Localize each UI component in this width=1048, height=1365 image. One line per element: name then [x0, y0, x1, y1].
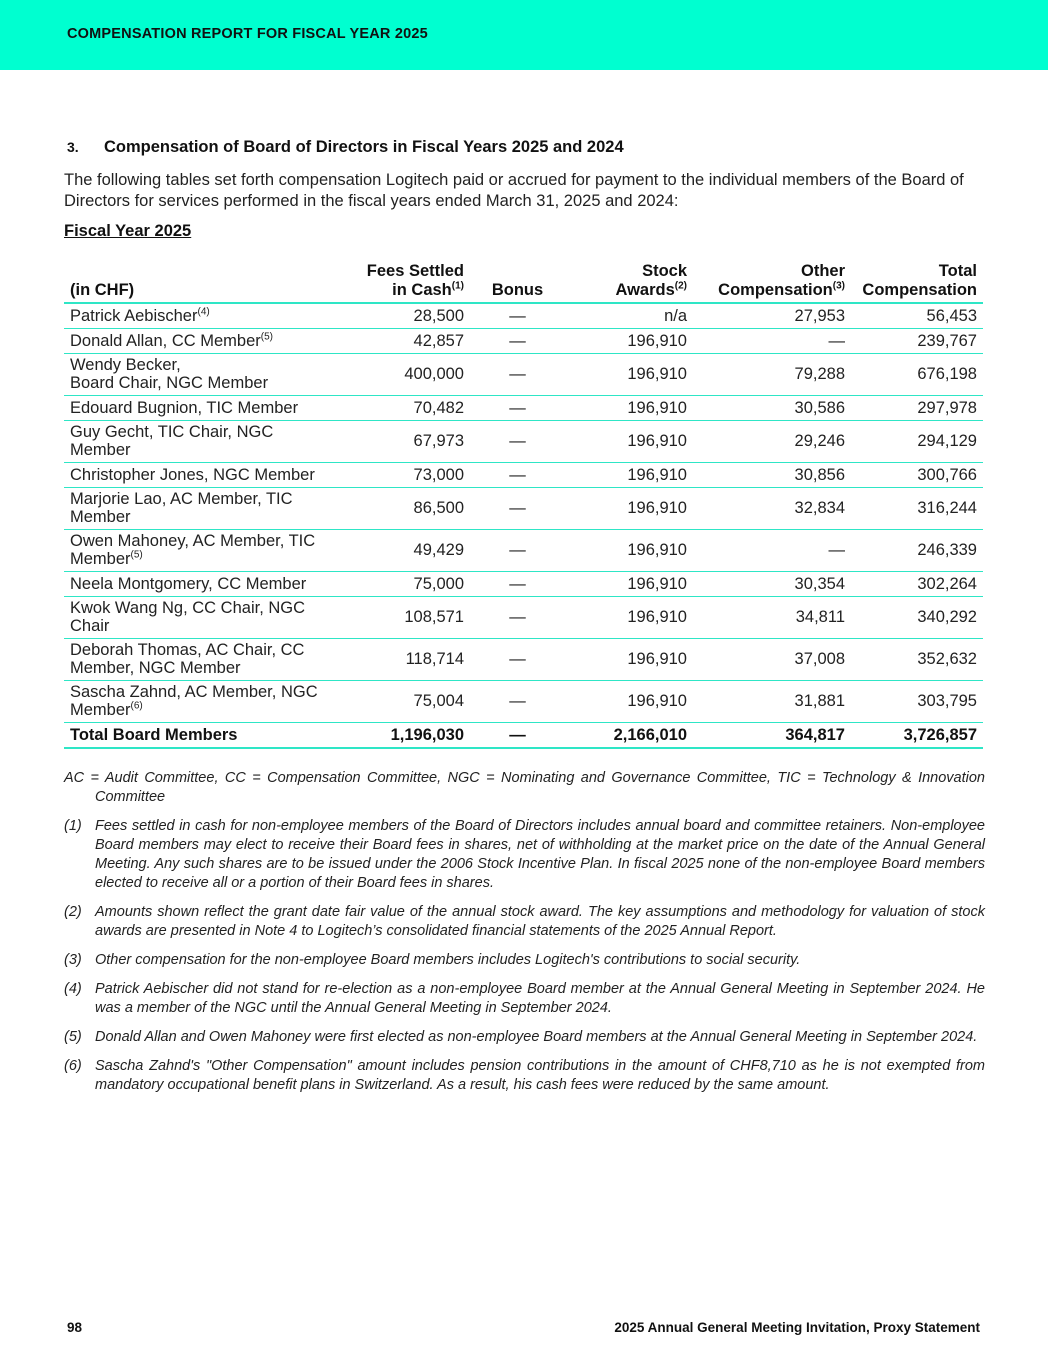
- footnote-text: Other compensation for the non-employee Board members includes Logitech's contributions to social security.: [95, 952, 801, 968]
- table-row: [64, 571, 983, 596]
- footnote-marker: (2): [64, 904, 82, 920]
- member-name: Patrick Aebischer$^{(4)}$: [64, 303, 346, 328]
- bonus-cell: —: [470, 303, 565, 328]
- stock-cell: 196,910: [565, 462, 693, 487]
- total-stock-cell: 2,166,010: [565, 722, 693, 748]
- stock-cell: n/a: [565, 303, 693, 328]
- table-row: [64, 395, 983, 420]
- total-cell: 239,767: [851, 328, 983, 353]
- total-total-cell: 3,726,857: [851, 722, 983, 748]
- fees-cell: 28,500: [346, 303, 470, 328]
- other-cell: 27,953: [693, 303, 851, 328]
- footnote: [64, 951, 985, 970]
- total-cell: 56,453: [851, 303, 983, 328]
- bonus-cell: —: [470, 638, 565, 680]
- stock-cell: 196,910: [565, 487, 693, 529]
- section-title: Compensation of Board of Directors in Fiscal Years 2025 and 2024: [104, 138, 624, 156]
- header-total: Total Compensation: [851, 262, 983, 303]
- member-name: Marjorie Lao, AC Member, TIC Member: [64, 487, 346, 529]
- table-row: [64, 638, 983, 680]
- header-other: Other Compensation$^{(3)}$: [693, 262, 851, 303]
- total-bonus-cell: —: [470, 722, 565, 748]
- bonus-cell: —: [470, 462, 565, 487]
- member-name: Sascha Zahnd, AC Member, NGC Member$^{(6)}$: [64, 680, 346, 722]
- other-cell: 79,288: [693, 353, 851, 395]
- compensation-table: [64, 262, 983, 749]
- total-cell: 300,766: [851, 462, 983, 487]
- fees-cell: 67,973: [346, 420, 470, 462]
- bonus-cell: —: [470, 328, 565, 353]
- table-row: [64, 303, 983, 328]
- table-header-row: [64, 262, 983, 303]
- header-fees: Fees Settled in Cash$^{(1)}$: [346, 262, 470, 303]
- fiscal-year-subtitle: Fiscal Year 2025: [64, 222, 192, 240]
- header-bonus: Bonus: [470, 262, 565, 303]
- fees-cell: 118,714: [346, 638, 470, 680]
- fees-cell: 70,482: [346, 395, 470, 420]
- footnote-text: Patrick Aebischer did not stand for re-election as a non-employee Board member at the Annual General Meeting in September 2024. He was a member of the NGC until the Annual General Meeting in September 2024.: [95, 981, 985, 1016]
- total-cell: 676,198: [851, 353, 983, 395]
- member-name: Donald Allan, CC Member$^{(5)}$: [64, 328, 346, 353]
- other-cell: —: [693, 328, 851, 353]
- table-row: [64, 596, 983, 638]
- header-name: (in CHF): [64, 262, 346, 303]
- bonus-cell: —: [470, 571, 565, 596]
- bonus-cell: —: [470, 529, 565, 571]
- stock-cell: 196,910: [565, 596, 693, 638]
- table-row: [64, 420, 983, 462]
- bonus-cell: —: [470, 395, 565, 420]
- bonus-cell: —: [470, 420, 565, 462]
- table-row: [64, 680, 983, 722]
- footnote: [64, 903, 985, 941]
- other-cell: 31,881: [693, 680, 851, 722]
- other-cell: 30,856: [693, 462, 851, 487]
- total-row: [64, 722, 983, 748]
- table-row: [64, 529, 983, 571]
- page-number: 98: [67, 1320, 83, 1335]
- banner-title: COMPENSATION REPORT FOR FISCAL YEAR 2025: [67, 26, 428, 42]
- member-name: Edouard Bugnion, TIC Member: [64, 395, 346, 420]
- stock-cell: 196,910: [565, 571, 693, 596]
- fees-cell: 49,429: [346, 529, 470, 571]
- fees-cell: 73,000: [346, 462, 470, 487]
- table-row: [64, 487, 983, 529]
- fees-cell: 400,000: [346, 353, 470, 395]
- member-name: Christopher Jones, NGC Member: [64, 462, 346, 487]
- other-cell: —: [693, 529, 851, 571]
- other-cell: 30,586: [693, 395, 851, 420]
- intro-paragraph: The following tables set forth compensation Logitech paid or accrued for payment to the individual members of the Board of Directors for services performed in the fiscal years ended March 31, 2025 and 2024:: [64, 171, 964, 210]
- footnote-marker: (4): [64, 981, 82, 997]
- total-cell: 340,292: [851, 596, 983, 638]
- stock-cell: 196,910: [565, 638, 693, 680]
- bonus-cell: —: [470, 353, 565, 395]
- member-name: Deborah Thomas, AC Chair, CC Member, NGC Member: [64, 638, 346, 680]
- total-cell: 246,339: [851, 529, 983, 571]
- total-cell: 352,632: [851, 638, 983, 680]
- section-number: 3.: [67, 139, 79, 155]
- footnote-text: Amounts shown reflect the grant date fair value of the annual stock award. The key assumptions and methodology for valuation of stock awards are presented in Note 4 to Logitech’s consolidated financial statements of the 2025 Annual Report.: [95, 904, 985, 939]
- footnote-text: Fees settled in cash for non-employee members of the Board of Directors includes annual board and committee retainers. Non-employee Board members may elect to receive their Board fees in shares, net of withholding at the market price on the date of the Annual General Meeting. Any such shares are to be issued under the 2006 Stock Incentive Plan. In fiscal 2025 none of the non-employee Board members elected to receive all or a portion of their Board fees in shares.: [95, 818, 985, 891]
- total-other-cell: 364,817: [693, 722, 851, 748]
- total-cell: 294,129: [851, 420, 983, 462]
- other-cell: 37,008: [693, 638, 851, 680]
- bonus-cell: —: [470, 680, 565, 722]
- footnote: [64, 1057, 985, 1095]
- stock-cell: 196,910: [565, 353, 693, 395]
- header-stock: Stock Awards$^{(2)}$: [565, 262, 693, 303]
- abbreviations-note: AC = Audit Committee, CC = Compensation Committee, NGC = Nominating and Governance Committee, TIC = Technology & Innovation Committee: [64, 770, 985, 805]
- total-fees-cell: 1,196,030: [346, 722, 470, 748]
- stock-cell: 196,910: [565, 420, 693, 462]
- header-banner: [0, 0, 1048, 70]
- table-row: [64, 353, 983, 395]
- total-cell: 303,795: [851, 680, 983, 722]
- footer-doc-title: 2025 Annual General Meeting Invitation, Proxy Statement: [614, 1320, 980, 1335]
- footnote-marker: (5): [64, 1029, 82, 1045]
- stock-cell: 196,910: [565, 680, 693, 722]
- footnote: [64, 1028, 985, 1047]
- stock-cell: 196,910: [565, 328, 693, 353]
- fees-cell: 75,004: [346, 680, 470, 722]
- member-name: Neela Montgomery, CC Member: [64, 571, 346, 596]
- table-row: [64, 328, 983, 353]
- section-heading: [67, 138, 624, 157]
- footnote-text: Sascha Zahnd's "Other Compensation" amount includes pension contributions in the amount of CHF8,710 as he is not exempted from mandatory occupational benefit plans in Switzerland. As a result, his cash fees were reduced by the same amount.: [95, 1058, 985, 1093]
- footnote: [64, 817, 985, 893]
- bonus-cell: —: [470, 487, 565, 529]
- member-name: Guy Gecht, TIC Chair, NGC Member: [64, 420, 346, 462]
- fees-cell: 42,857: [346, 328, 470, 353]
- member-name: Owen Mahoney, AC Member, TIC Member$^{(5)}$: [64, 529, 346, 571]
- footnotes: [64, 769, 985, 1105]
- member-name: Wendy Becker, Board Chair, NGC Member: [64, 353, 346, 395]
- bonus-cell: —: [470, 596, 565, 638]
- other-cell: 32,834: [693, 487, 851, 529]
- total-label: Total Board Members: [64, 722, 346, 748]
- total-cell: 302,264: [851, 571, 983, 596]
- total-cell: 316,244: [851, 487, 983, 529]
- footnote-marker: (1): [64, 818, 82, 834]
- other-cell: 34,811: [693, 596, 851, 638]
- table-row: [64, 462, 983, 487]
- footnote-marker: (3): [64, 952, 82, 968]
- total-cell: 297,978: [851, 395, 983, 420]
- stock-cell: 196,910: [565, 529, 693, 571]
- member-name: Kwok Wang Ng, CC Chair, NGC Chair: [64, 596, 346, 638]
- footnote-marker: (6): [64, 1058, 82, 1074]
- other-cell: 29,246: [693, 420, 851, 462]
- footnote: [64, 980, 985, 1018]
- fees-cell: 75,000: [346, 571, 470, 596]
- fees-cell: 86,500: [346, 487, 470, 529]
- stock-cell: 196,910: [565, 395, 693, 420]
- fees-cell: 108,571: [346, 596, 470, 638]
- other-cell: 30,354: [693, 571, 851, 596]
- footnote-text: Donald Allan and Owen Mahoney were first elected as non-employee Board members at the Annual General Meeting in September 2024.: [95, 1029, 978, 1045]
